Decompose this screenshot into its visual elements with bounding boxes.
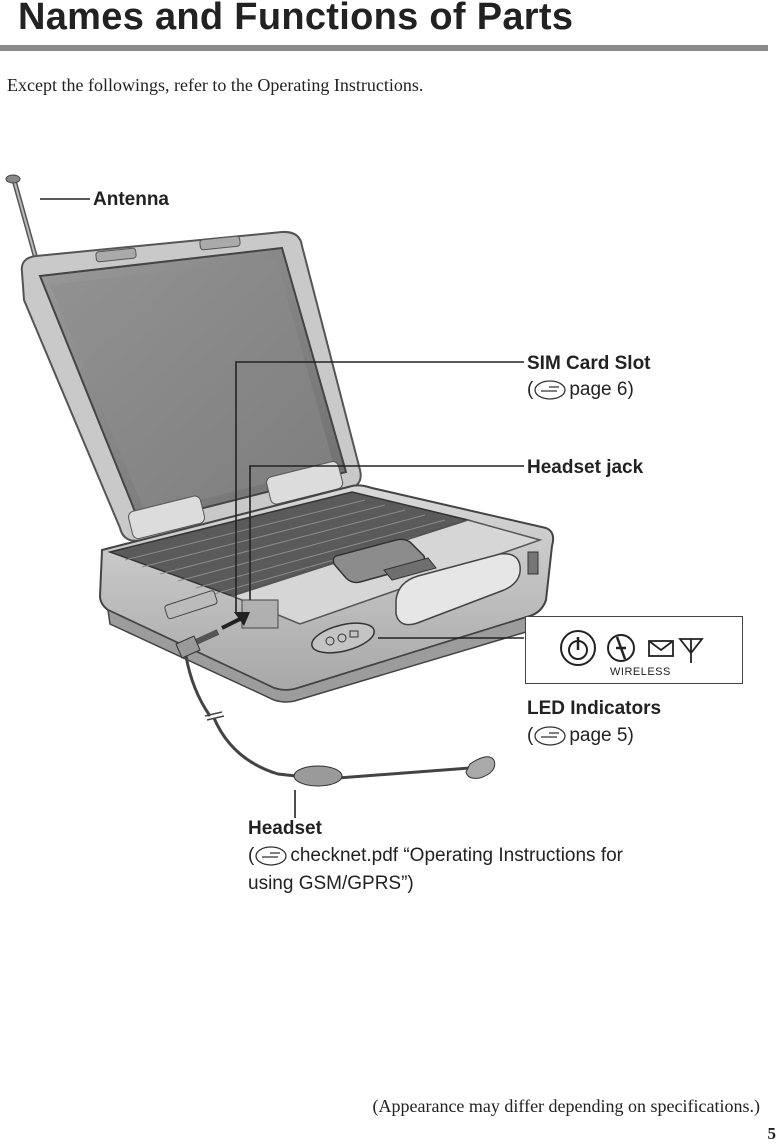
intro-text: Except the followings, refer to the Operating Instructions. xyxy=(7,75,424,95)
label-sim-card-slot: SIM Card Slot xyxy=(527,353,651,374)
label-antenna: Antenna xyxy=(93,189,169,210)
headset-earpiece xyxy=(466,757,495,779)
pointing-hand-icon xyxy=(533,725,567,747)
open-paren: ( xyxy=(527,725,534,746)
laptop-lid xyxy=(22,232,361,541)
page-title: Names and Functions of Parts xyxy=(18,0,574,38)
pointing-hand-icon xyxy=(533,379,567,401)
mail-icon xyxy=(649,641,673,656)
wireless-text: WIRELESS xyxy=(610,666,671,678)
open-paren: ( xyxy=(527,379,534,400)
label-led-indicators: LED Indicators xyxy=(527,698,662,719)
ref-headset-line2: using GSM/GPRS”) xyxy=(248,873,414,894)
label-headset-jack: Headset jack xyxy=(527,457,644,478)
ref-led-indicators xyxy=(527,724,634,748)
power-icon xyxy=(561,631,595,665)
appearance-note: (Appearance may differ depending on specifications.) xyxy=(372,1096,760,1116)
ref-headset-doc[interactable]: checknet.pdf “Operating Instructions for xyxy=(290,845,623,866)
antenna xyxy=(6,175,38,266)
pointing-hand-icon xyxy=(254,845,288,867)
battery-status-icon xyxy=(608,635,634,661)
ref-sim-page[interactable]: page 6) xyxy=(569,379,634,400)
open-paren: ( xyxy=(248,845,255,866)
ref-headset xyxy=(248,844,623,868)
headset-mic-module xyxy=(294,766,342,786)
page-number: 5 xyxy=(767,1124,776,1143)
ref-sim-card-slot xyxy=(527,378,634,402)
antenna-icon xyxy=(680,639,702,663)
label-headset: Headset xyxy=(248,818,322,839)
ref-led-page[interactable]: page 5) xyxy=(569,725,634,746)
